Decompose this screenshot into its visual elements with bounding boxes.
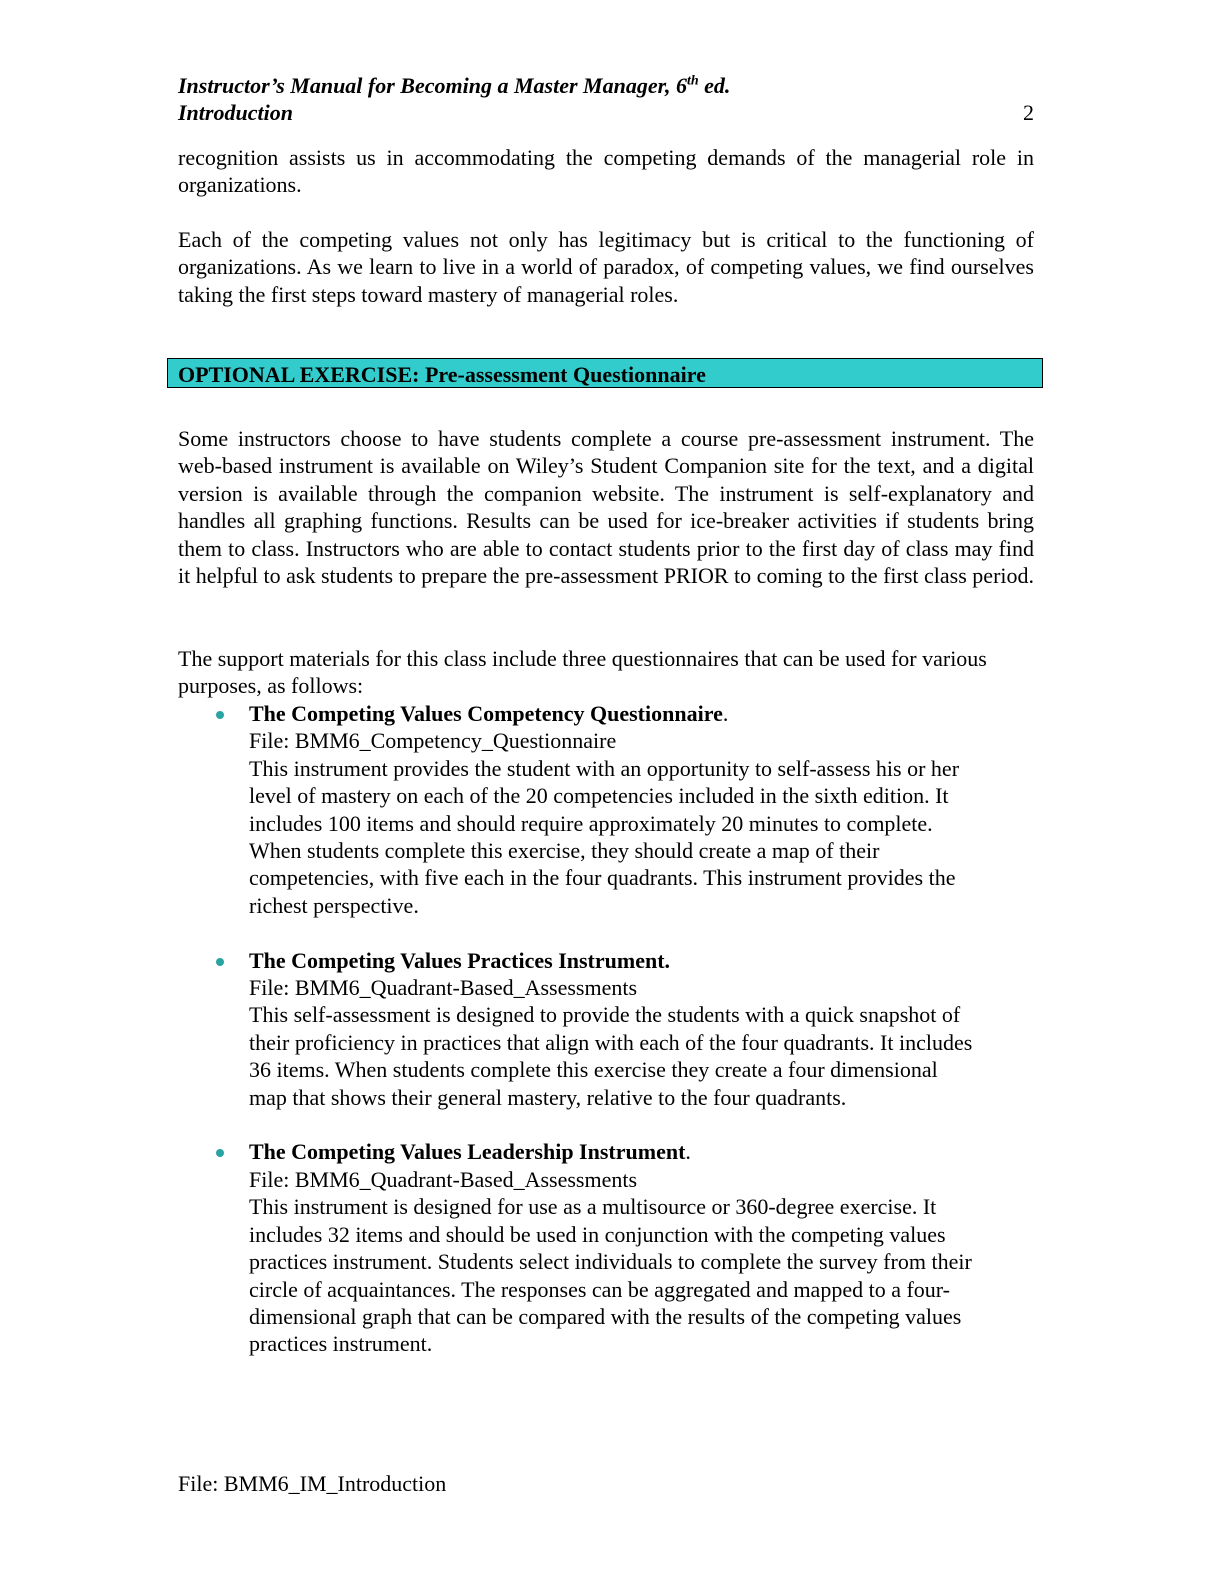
page-header <box>178 72 1034 126</box>
item-description-line: includes 32 items and should be used in conjunction with the competing values <box>249 1221 946 1247</box>
page-footer: File: BMM6_IM_Introduction <box>178 1471 447 1496</box>
item-title-suffix: . <box>685 1139 691 1165</box>
item-title: The Competing Values Leadership Instrument <box>249 1139 686 1165</box>
item-title-line <box>249 700 1034 727</box>
exercise-heading: OPTIONAL EXERCISE: Pre-assessment Questionnaire <box>178 362 706 387</box>
bullet-icon <box>216 711 224 719</box>
bullet-icon <box>216 1149 224 1157</box>
item-file: File: BMM6_Quadrant-Based_Assessments <box>249 1166 638 1192</box>
item-description-line: dimensional graph that can be compared with the results of the competing values <box>249 1303 962 1329</box>
item-file: File: BMM6_Competency_Questionnaire <box>249 728 617 754</box>
bullet-icon <box>216 958 224 966</box>
item-title-suffix: . <box>722 701 729 726</box>
list-item <box>178 1138 1034 1357</box>
item-title: The Competing Values Practices Instrument. <box>249 947 671 973</box>
list-item <box>178 700 1034 919</box>
paragraph-competing-values: Each of the competing values not only has legitimacy but is critical to the functioning of organizations. As we learn to live in a world of paradox, of competing values, we find ourselves taking the first steps toward mastery of managerial roles. <box>178 227 1034 307</box>
header-title-end: ed. <box>698 73 731 98</box>
item-file: File: BMM6_Quadrant-Based_Assessments <box>249 975 638 1001</box>
item-description-line: This instrument provides the student with an opportunity to self-assess his or her <box>249 755 960 781</box>
header-title-text: Instructor’s Manual for Becoming a Master Manager, 6 <box>178 73 687 98</box>
item-description-line: practices instrument. Students select individuals to complete the survey from their <box>249 1249 972 1275</box>
item-description-line: map that shows their general mastery, relative to the four quadrants. <box>249 1084 847 1110</box>
questionnaire-list <box>178 700 1034 1385</box>
item-title: The Competing Values Competency Questionnaire <box>249 701 723 726</box>
item-description-line: When students complete this exercise, they should create a map of their <box>249 838 880 864</box>
header-title-superscript: th <box>686 73 699 89</box>
item-description-line: level of mastery on each of the 20 competencies included in the sixth edition. It <box>249 783 949 809</box>
item-description-line: circle of acquaintances. The responses can be aggregated and mapped to a four- <box>249 1276 951 1302</box>
item-description-line: 36 items. When students complete this exercise they create a four dimensional <box>249 1057 938 1083</box>
item-description-line: their proficiency in practices that align with each of the four quadrants. It includes <box>249 1029 973 1055</box>
item-description-line: competencies, with five each in the four quadrants. This instrument provides the <box>249 865 956 891</box>
paragraph-recognition: recognition assists us in accommodating the competing demands of the managerial role in organizations. <box>178 145 1034 198</box>
exercise-heading-box <box>167 358 1043 388</box>
page-number: 2 <box>1023 100 1034 125</box>
paragraph-pre-assessment: Some instructors choose to have students complete a course pre-assessment instrument. The web-based instrument is available on Wiley’s Student Companion site for the text, and a digital version is available through the companion website. The instrument is self-explanatory and handles all graphing functions. Results can be used for ice-breaker activities if students bring them to class. Instructors who are able to contact students prior to the first day of class may find it helpful to ask students to prepare the pre-assessment PRIOR to coming to the first class period. <box>178 426 1035 589</box>
item-description-line: This instrument is designed for use as a multisource or 360-degree exercise. It <box>249 1194 937 1220</box>
item-description-line: This self-assessment is designed to provide the students with a quick snapshot of <box>249 1002 961 1028</box>
item-title-line <box>249 1138 1034 1165</box>
list-item <box>178 947 1034 1111</box>
paragraph-support-materials: The support materials for this class include three questionnaires that can be used for various purposes, as follows: <box>178 646 987 699</box>
header-title <box>178 72 1034 99</box>
item-description-line: includes 100 items and should require approximately 20 minutes to complete. <box>249 810 933 836</box>
header-subtitle: Introduction <box>178 100 293 125</box>
item-description-line: practices instrument. <box>249 1331 433 1357</box>
item-description-line: richest perspective. <box>249 892 419 918</box>
item-title-line <box>249 947 1034 974</box>
